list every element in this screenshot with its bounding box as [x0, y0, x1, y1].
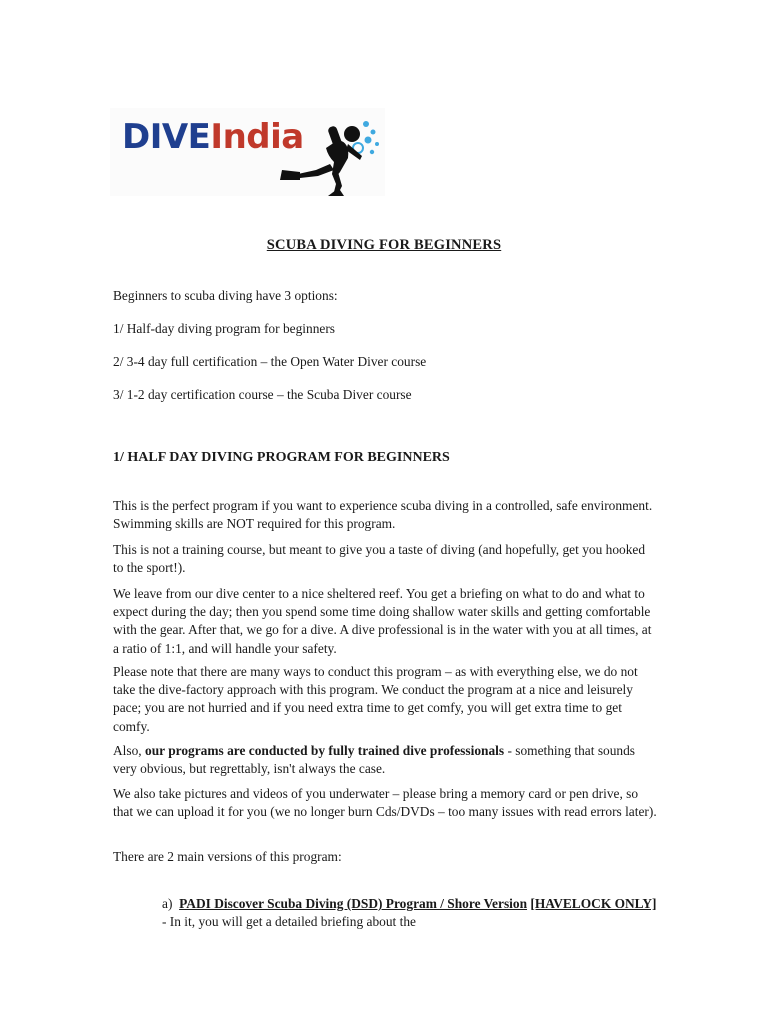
scuba-diver-icon [278, 112, 388, 196]
paragraph-5-suffix: - something that sounds very obvious, but regrettably, isn't always the case. [113, 743, 636, 777]
page-title: SCUBA DIVING FOR BEGINNERS [266, 237, 502, 253]
paragraph-5-prefix: Also, [113, 743, 145, 758]
paragraph-6: We also take pictures and videos of you underwater – please bring a memory card or pen drive, so that we can upload it for you (we no longer burn Cds/DVDs – too many issues with read errors later). [113, 786, 657, 820]
option-2: 2/ 3-4 day full certification – the Open Water Diver course [113, 354, 427, 369]
diveindia-logo [110, 108, 385, 196]
paragraph-7: There are 2 main versions of this program: [113, 849, 342, 864]
option-1: 1/ Half-day diving program for beginners [113, 321, 335, 336]
logo-wordmark [122, 117, 304, 157]
paragraph-5-bold: our programs are conducted by fully trained dive professionals [145, 743, 505, 758]
paragraph-4: Please note that there are many ways to conduct this program – as with everything else, we do not take the dive-factory approach with this program. We conduct the program at a nice and leisurely pace; you are not hurried and if you need extra time to get comfy, you will get extra time to get comfy. [113, 664, 638, 734]
logo-india-text: India [210, 117, 304, 157]
list-item-a-text: - In it, you will get a detailed briefing about the [162, 914, 416, 930]
list-item-a-title: PADI Discover Scuba Diving (DSD) Program / Shore Version [179, 896, 528, 911]
option-3: 3/ 1-2 day certification course – the Scuba Diver course [113, 387, 412, 402]
logo-dive-text: DIVE [122, 117, 211, 157]
paragraph-1: This is the perfect program if you want to experience scuba diving in a controlled, safe environment. Swimming skills are NOT required for this program. [113, 498, 653, 532]
list-item-a [162, 895, 662, 931]
list-item-a-tag: [HAVELOCK ONLY] [530, 896, 657, 911]
paragraph-3: We leave from our dive center to a nice sheltered reef. You get a briefing on what to do and what to expect during the day; then you spend some time doing shallow water skills and getting comfortable with the gear. After that, we go for a dive. A dive professional is in the water with you at all times, at a ratio of 1:1, and will handle your safety. [113, 586, 652, 656]
section-heading: 1/ HALF DAY DIVING PROGRAM FOR BEGINNERS [113, 450, 450, 465]
intro-text: Beginners to scuba diving have 3 options: [113, 288, 338, 303]
paragraph-2: This is not a training course, but meant to give you a taste of diving (and hopefully, get you hooked to the sport!). [113, 542, 646, 576]
list-item-a-marker: a) [162, 896, 173, 911]
paragraph-5 [113, 742, 658, 778]
